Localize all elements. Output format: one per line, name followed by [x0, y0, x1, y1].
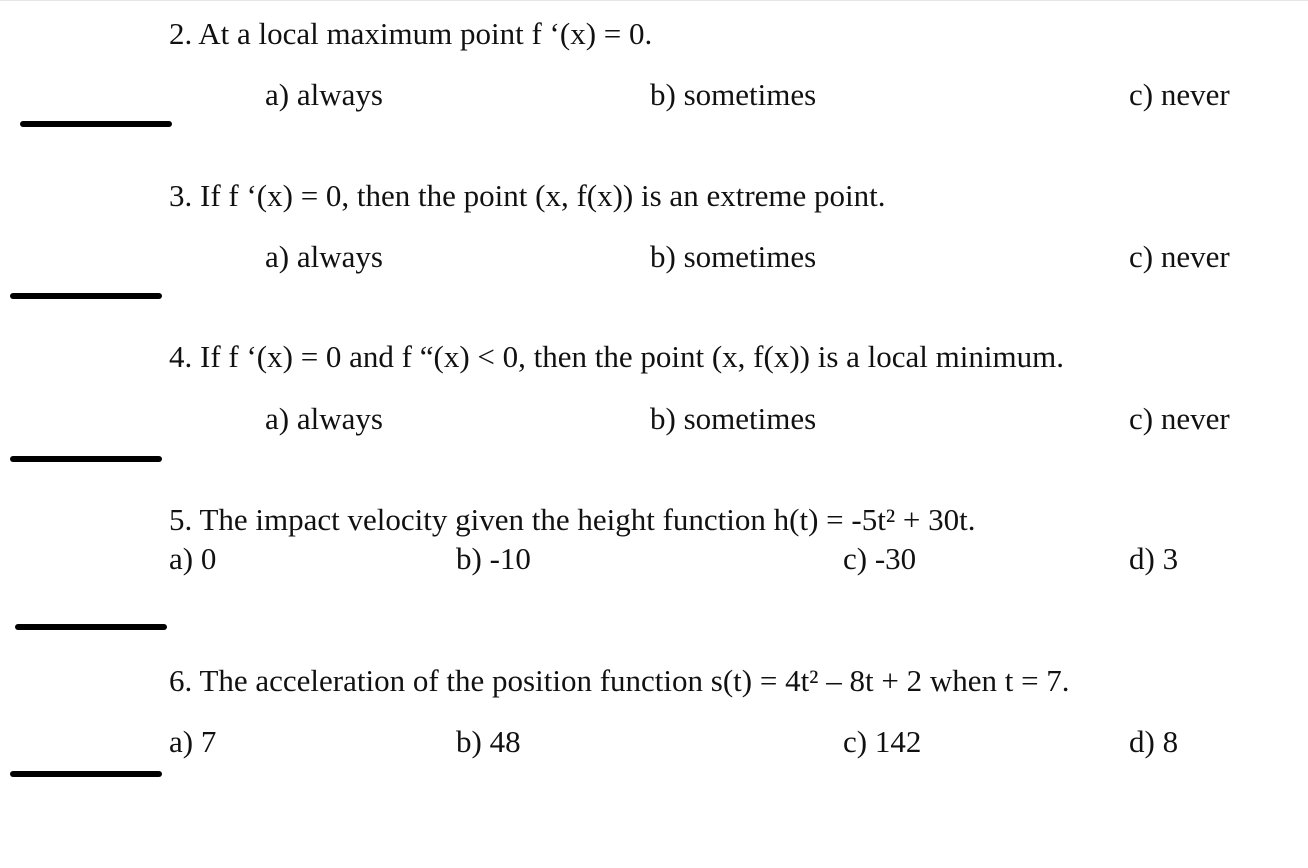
- question-2-option-c: c) never: [1129, 77, 1230, 112]
- question-3-option-a: a) always: [265, 239, 383, 274]
- question-3-option-b: b) sometimes: [650, 239, 817, 274]
- question-4-answer-line[interactable]: [10, 456, 162, 462]
- question-6-text: 6. The acceleration of the position function s(t) = 4t² – 8t + 2 when t = 7.: [169, 663, 1070, 698]
- question-2-text: 2. At a local maximum point f ‘(x) = 0.: [169, 16, 653, 51]
- question-4-option-c: c) never: [1129, 401, 1230, 436]
- question-6-option-c: c) 142: [843, 724, 922, 759]
- top-divider: [0, 0, 1308, 1]
- question-5-text: 5. The impact velocity given the height function h(t) = -5t² + 30t.: [169, 502, 976, 537]
- question-5-option-c: c) -30: [843, 541, 917, 576]
- question-6-option-b: b) 48: [456, 724, 521, 759]
- question-4-option-b: b) sometimes: [650, 401, 817, 436]
- question-6-answer-line[interactable]: [10, 771, 162, 777]
- question-5-answer-line[interactable]: [15, 624, 167, 630]
- question-6-option-a: a) 7: [169, 724, 217, 759]
- question-3-answer-line[interactable]: [10, 293, 162, 299]
- question-5-option-b: b) -10: [456, 541, 531, 576]
- question-4-text: 4. If f ‘(x) = 0 and f “(x) < 0, then the point (x, f(x)) is a local minimum.: [169, 339, 1064, 374]
- question-5-option-d: d) 3: [1129, 541, 1179, 576]
- question-2-answer-line[interactable]: [20, 121, 172, 127]
- question-6-option-d: d) 8: [1129, 724, 1179, 759]
- question-3-text: 3. If f ‘(x) = 0, then the point (x, f(x)) is an extreme point.: [169, 178, 886, 213]
- question-2-option-b: b) sometimes: [650, 77, 817, 112]
- question-4-option-a: a) always: [265, 401, 383, 436]
- question-2-option-a: a) always: [265, 77, 383, 112]
- question-5-option-a: a) 0: [169, 541, 217, 576]
- question-3-option-c: c) never: [1129, 239, 1230, 274]
